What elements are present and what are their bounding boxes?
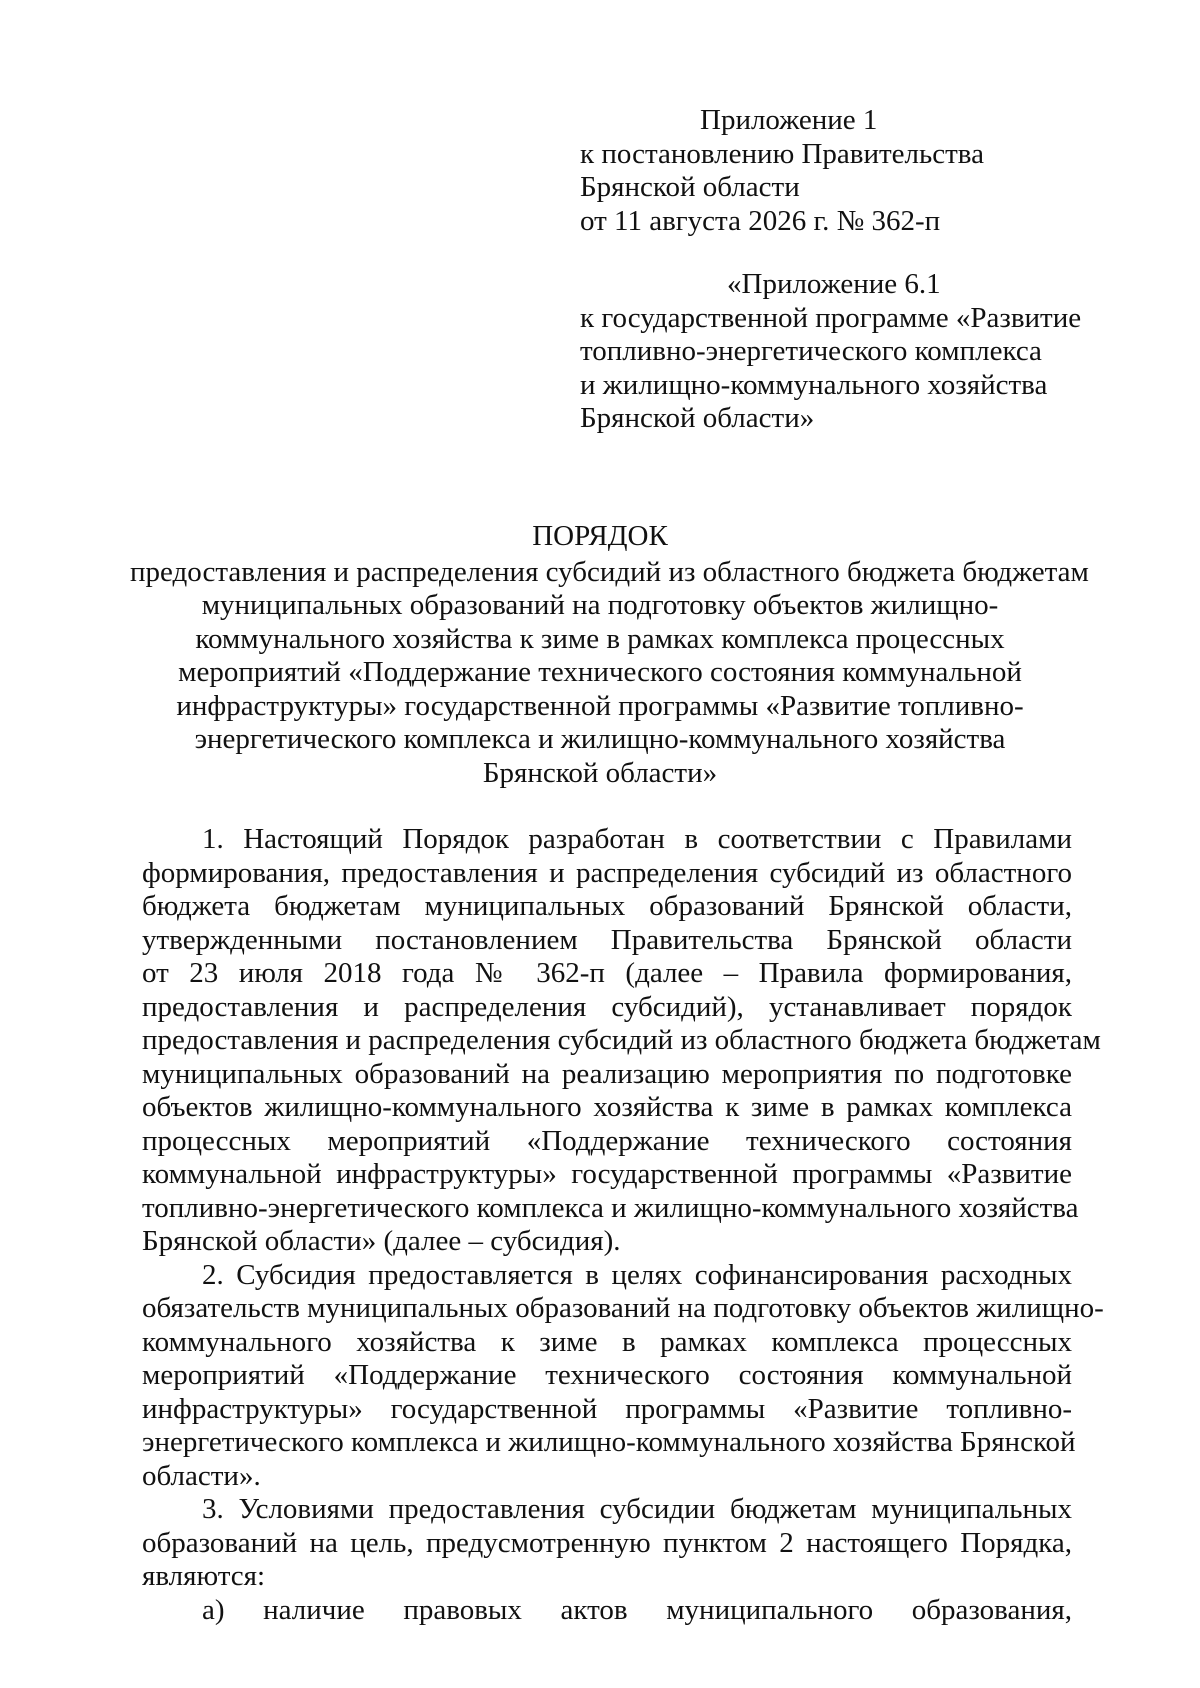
paragraph-line: предоставления и распределения субсидий из областного бюджета бюджетам (142, 1024, 1101, 1056)
program-appendix-line: топливно-энергетического комплекса (580, 335, 1042, 367)
paragraph-line: энергетического комплекса и жилищно-коммунального хозяйства Брянской (142, 1426, 1076, 1458)
paragraph-line: объектов жилищно-коммунального хозяйства к зиме в рамках комплекса (142, 1091, 1072, 1123)
paragraph-line: Брянской области» (далее – субсидия). (142, 1225, 621, 1257)
paragraph-line: 1. Настоящий Порядок разработан в соответствии с Правилами (202, 823, 1072, 855)
appendix-header-line: Брянской области (580, 171, 800, 203)
paragraph-1 (142, 823, 1101, 1259)
paragraph-line: инфраструктуры» государственной программы «Развитие топливно- (142, 1392, 1072, 1425)
paragraph-line: процессных мероприятий «Поддержание технического состояния (142, 1124, 1072, 1157)
paragraph-line: утвержденными постановлением Правительства Брянской области (142, 923, 1072, 956)
document-subtitle-line: муниципальных образований на подготовку объектов жилищно- (201, 589, 999, 621)
program-appendix-reference (580, 268, 1081, 436)
paragraph-line: муниципальных образований на реализацию мероприятия по подготовке (142, 1057, 1072, 1090)
paragraph-line: топливно-энергетического комплекса и жилищно-коммунального хозяйства (142, 1191, 1079, 1224)
appendix-header (580, 104, 984, 238)
paragraph-line: являются: (142, 1560, 266, 1592)
paragraph-3 (142, 1493, 1072, 1594)
document-title-block (130, 520, 1089, 790)
document-subtitle-line: инфраструктуры» государственной программы «Развитие топливно- (176, 689, 1024, 722)
program-appendix-line: и жилищно-коммунального хозяйства (580, 368, 1048, 401)
program-appendix-line: Брянской области» (580, 402, 815, 434)
paragraph-line: образований на цель, предусмотренную пунктом 2 настоящего Порядка, (142, 1526, 1072, 1559)
program-appendix-line: «Приложение 6.1 (727, 268, 941, 300)
paragraph-line: области». (142, 1459, 261, 1492)
paragraph-line: мероприятий «Поддержание технического состояния коммунальной (142, 1359, 1072, 1391)
paragraph-line: предоставления и распределения субсидий), устанавливает порядок (142, 990, 1072, 1023)
document-subtitle-line: предоставления и распределения субсидий из областного бюджета бюджетам (130, 555, 1089, 588)
program-appendix-line: к государственной программе «Развитие (580, 301, 1082, 334)
paragraph-line: а) наличие правовых актов муниципального образования, (202, 1593, 1072, 1626)
document-subtitle-line: коммунального хозяйства к зиме в рамках комплекса процессных (195, 622, 1005, 655)
document-heading: ПОРЯДОК (532, 520, 668, 552)
paragraph-line: 3. Условиями предоставления субсидии бюджетам муниципальных (202, 1493, 1072, 1525)
appendix-header-line: Приложение 1 (700, 104, 878, 136)
document-subtitle-line: энергетического комплекса и жилищно-коммунального хозяйства (194, 723, 1006, 755)
paragraph-2 (142, 1258, 1104, 1494)
paragraph-line: обязательств муниципальных образований на подготовку объектов жилищно- (142, 1292, 1104, 1324)
paragraph-line: 2. Субсидия предоставляется в целях софинансирования расходных (202, 1258, 1072, 1291)
document-subtitle-line: мероприятий «Поддержание технического состояния коммунальной (178, 656, 1022, 688)
paragraph-line: коммунального хозяйства к зиме в рамках комплекса процессных (142, 1325, 1072, 1358)
paragraph-3a (142, 1594, 1072, 1628)
paragraph-line: от 23 июля 2018 года № 362-п (далее – Правила формирования, (142, 957, 1072, 989)
document-body (142, 823, 1104, 1627)
paragraph-line: формирования, предоставления и распределения субсидий из областного (142, 856, 1072, 889)
document-subtitle-line: Брянской области» (482, 756, 718, 789)
paragraph-line: бюджета бюджетам муниципальных образований Брянской области, (142, 890, 1072, 922)
appendix-header-line: к постановлению Правительства (580, 137, 984, 170)
appendix-header-line: от 11 августа 2026 г. № 362-п (580, 204, 941, 237)
paragraph-line: коммунальной инфраструктуры» государственной программы «Развитие (142, 1158, 1072, 1190)
